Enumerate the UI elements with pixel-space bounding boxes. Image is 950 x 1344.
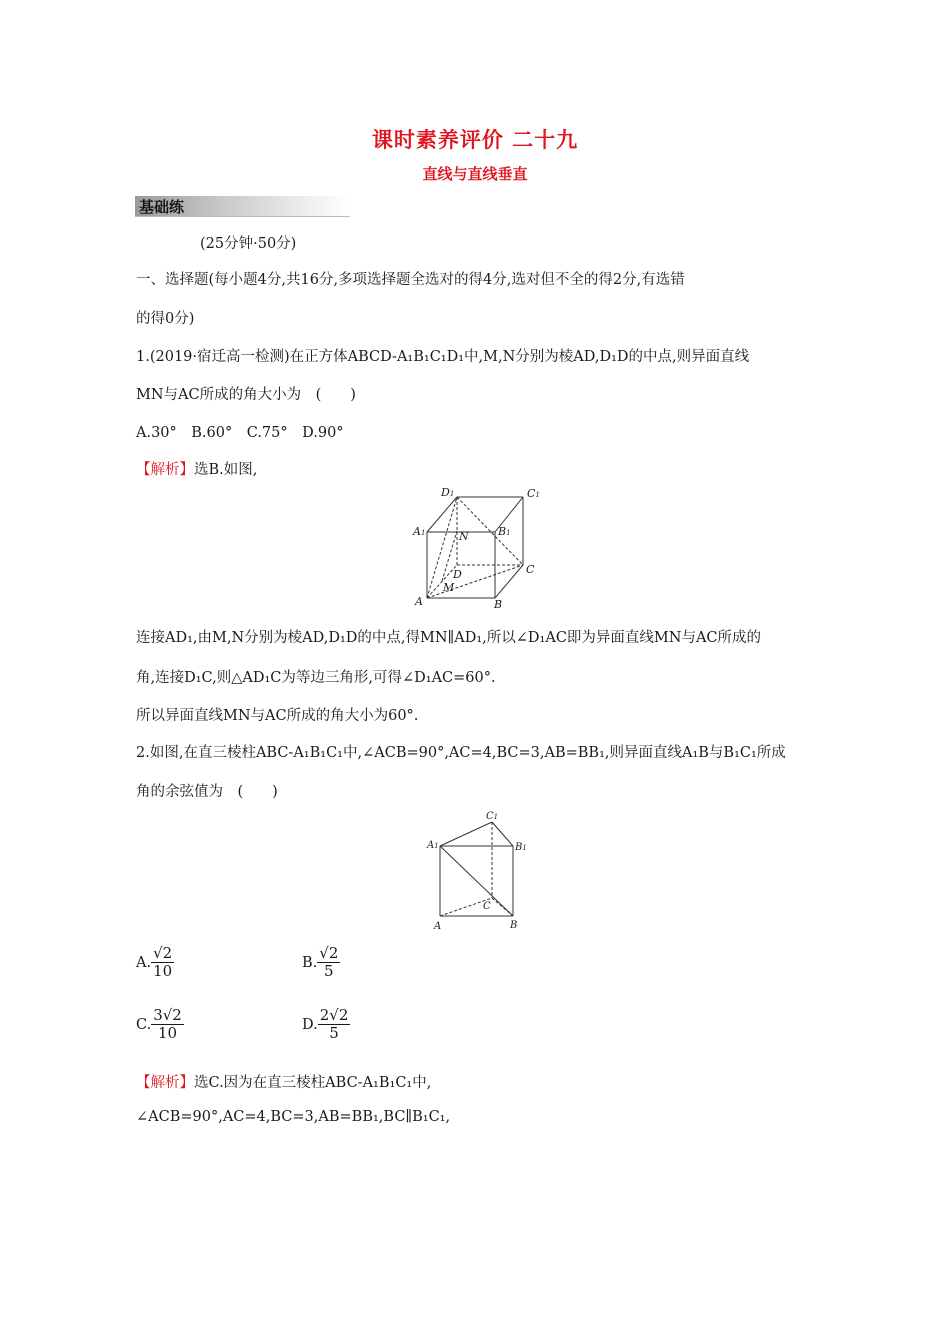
label-c: C bbox=[526, 563, 535, 576]
label-d1: D bbox=[441, 486, 450, 499]
instructions-line-2: 的得0分) bbox=[136, 311, 195, 327]
option-a-fraction bbox=[151, 945, 174, 981]
q1-solution-line-2: 角,连接D₁C,则△AD₁C为等边三角形,可得∠D₁AC=60°. bbox=[136, 670, 496, 686]
option-c-denominator: 10 bbox=[157, 1024, 178, 1043]
q2-option-b bbox=[302, 945, 340, 981]
label-sub: 1 bbox=[449, 490, 455, 498]
q2-option-a bbox=[136, 945, 174, 981]
time-score: (25分钟·50分) bbox=[200, 236, 297, 252]
cube-figure bbox=[405, 485, 555, 615]
q1-options: A.30° B.60° C.75° D.90° bbox=[136, 425, 344, 441]
option-d-label: D. bbox=[302, 1016, 318, 1033]
q1-solution-line-3: 所以异面直线MN与AC所成的角大小为60°. bbox=[136, 708, 419, 724]
page-title: 课时素养评价 二十九 bbox=[371, 128, 579, 152]
q1-stem-line-1: 1.(2019·宿迁高一检测)在正方体ABCD-A₁B₁C₁D₁中,M,N分别为棱AD,D₁D的中点,则异面直线 bbox=[136, 349, 750, 365]
label-a: A bbox=[415, 595, 423, 608]
label-sub: 1 bbox=[420, 529, 426, 537]
svg-text:C1 bbox=[486, 811, 498, 822]
label-b: B bbox=[494, 598, 503, 611]
q2-option-c bbox=[136, 1007, 184, 1043]
option-d-fraction bbox=[318, 1007, 351, 1043]
label-c: C bbox=[483, 901, 491, 912]
svg-text:A1 bbox=[412, 525, 425, 538]
q1-analysis bbox=[136, 458, 257, 479]
prism-figure bbox=[420, 808, 535, 936]
instructions-line-1: 一、选择题(每小题4分,共16分,多项选择题全选对的得4分,选对但不全的得2分,有选错 bbox=[136, 272, 685, 288]
analysis-tag: 【解析】 bbox=[136, 462, 194, 478]
q2-stem-line-1: 2.如图,在直三棱柱ABC-A₁B₁C₁中,∠ACB=90°,AC=4,BC=3,AB=BB₁,则异面直线A₁B与B₁C₁所成 bbox=[136, 745, 786, 761]
q1-solution-line-1: 连接AD₁,由M,N分别为棱AD,D₁D的中点,得MN∥AD₁,所以∠D₁AC即为异面直线MN与AC所成的 bbox=[136, 630, 762, 646]
svg-text:D1 bbox=[440, 486, 454, 499]
label-sub: 1 bbox=[535, 491, 540, 499]
q2-stem-line-2: 角的余弦值为 ( ) bbox=[136, 784, 278, 800]
label-m: M bbox=[443, 581, 455, 594]
label-sub: 1 bbox=[522, 844, 527, 852]
label-sub: 1 bbox=[493, 813, 499, 821]
option-c-numerator: 3√2 bbox=[153, 1006, 182, 1024]
label-b1: B bbox=[498, 525, 507, 538]
label-c1: C bbox=[486, 811, 494, 822]
section-label: 基础练 bbox=[139, 198, 185, 216]
q2-option-d bbox=[302, 1007, 350, 1043]
label-sub: 1 bbox=[506, 529, 511, 537]
svg-text:C1 bbox=[527, 487, 540, 500]
label-a1: A bbox=[427, 840, 435, 851]
option-b-fraction bbox=[317, 945, 340, 981]
svg-text:B1 bbox=[497, 525, 511, 538]
option-c-fraction bbox=[151, 1007, 184, 1043]
label-n: N bbox=[459, 530, 469, 543]
analysis-tag: 【解析】 bbox=[136, 1075, 194, 1091]
option-a-numerator: √2 bbox=[153, 944, 173, 962]
option-b-label: B. bbox=[302, 954, 318, 971]
option-a-denominator: 10 bbox=[153, 962, 173, 981]
label-c1: C bbox=[527, 487, 536, 500]
svg-text:A1 bbox=[426, 840, 439, 851]
label-sub: 1 bbox=[434, 842, 439, 850]
q1-stem-line-2: MN与AC所成的角大小为 ( ) bbox=[136, 387, 356, 403]
analysis-lead: 选B.如图, bbox=[194, 462, 258, 478]
label-a: A bbox=[434, 921, 442, 932]
option-b-numerator: √2 bbox=[319, 944, 339, 962]
option-d-denominator: 5 bbox=[329, 1024, 339, 1043]
option-d-numerator: 2√2 bbox=[319, 1006, 349, 1024]
q2-analysis bbox=[136, 1071, 431, 1092]
option-b-denominator: 5 bbox=[324, 962, 334, 981]
label-d: D bbox=[453, 568, 462, 581]
label-a1: A bbox=[413, 525, 421, 538]
svg-text:B1 bbox=[514, 842, 527, 853]
label-b: B bbox=[510, 920, 518, 931]
label-b1: B bbox=[515, 842, 523, 853]
q2-solution-line-1: ∠ACB=90°,AC=4,BC=3,AB=BB₁,BC∥B₁C₁, bbox=[136, 1109, 451, 1125]
option-c-label: C. bbox=[136, 1016, 152, 1033]
page-subtitle: 直线与直线垂直 bbox=[422, 165, 528, 183]
analysis-lead: 选C.因为在直三棱柱ABC-A₁B₁C₁中, bbox=[194, 1075, 432, 1091]
option-a-label: A. bbox=[136, 954, 152, 971]
